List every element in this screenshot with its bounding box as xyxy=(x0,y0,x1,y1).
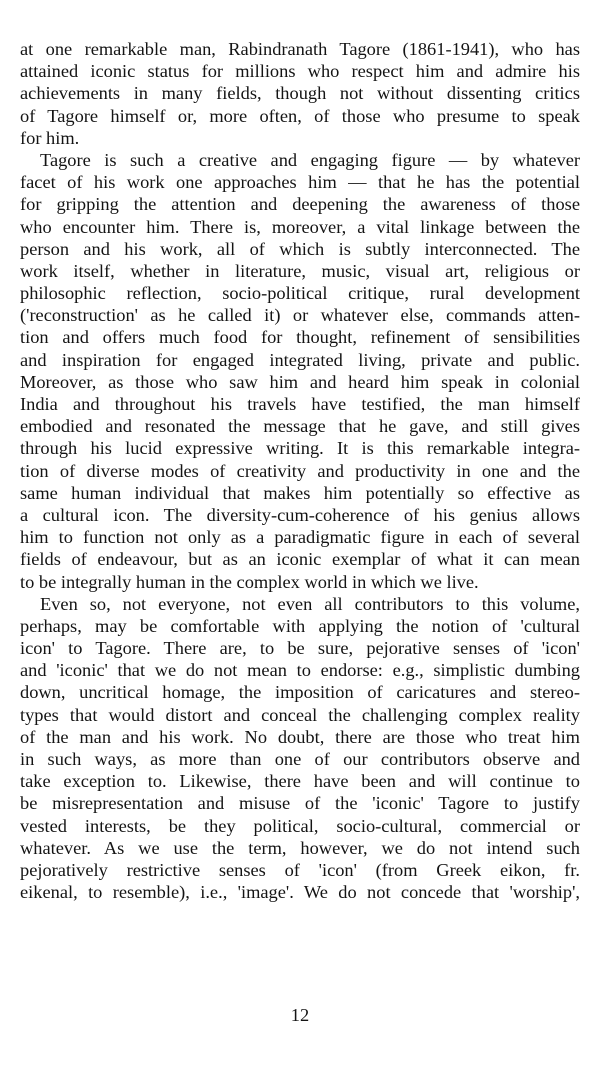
text-line: Even so, not everyone, not even all contributors to this volume, xyxy=(40,593,580,614)
text-line: of Tagore himself or, more often, of those who presume to speak xyxy=(20,105,580,126)
paragraph-continued xyxy=(20,38,580,149)
text-line: and inspiration for engaged integrated living, private and public. xyxy=(20,349,580,370)
text-line: be misrepresentation and misuse of the 'iconic' Tagore to justify xyxy=(20,793,580,814)
paragraph-tagore-figure xyxy=(20,149,580,593)
text-line: of the man and his work. No doubt, there are those who treat him xyxy=(20,726,580,747)
text-line: tion and offers much food for thought, refinement of sensibilities xyxy=(20,327,580,348)
text-line: ('reconstruction' as he called it) or whatever else, commands atten- xyxy=(20,305,580,326)
text-line: person and his work, all of which is subtly interconnected. The xyxy=(20,238,580,259)
text-line: pejoratively restrictive senses of 'icon' (from Greek eikon, fr. xyxy=(20,859,580,880)
text-line: who encounter him. There is, moreover, a vital linkage between the xyxy=(20,216,580,237)
text-line: philosophic reflection, socio-political critique, rural development xyxy=(20,283,580,304)
text-line: attained iconic status for millions who respect him and admire his xyxy=(20,61,580,82)
text-line: for gripping the attention and deepening the awareness of those xyxy=(20,194,580,215)
page-number: 12 xyxy=(290,1005,310,1025)
text-line: for him. xyxy=(20,127,80,148)
text-line: embodied and resonated the message that he gave, and still gives xyxy=(20,416,580,437)
text-line: icon' to Tagore. There are, to be sure, pejorative senses of 'icon' xyxy=(20,638,580,659)
text-line: through his lucid expressive writing. It is this remarkable integra- xyxy=(20,438,580,459)
text-line: same human individual that makes him potentially so effective as xyxy=(20,482,580,503)
text-line: take exception to. Likewise, there have been and will continue to xyxy=(20,771,580,792)
text-line: Tagore is such a creative and engaging figure — by whatever xyxy=(40,149,580,170)
text-line: types that would distort and conceal the challenging complex reality xyxy=(20,704,580,725)
paragraph-cultural-icon xyxy=(20,593,580,904)
text-line: vested interests, be they political, socio-cultural, commercial or xyxy=(20,815,580,836)
text-line: and 'iconic' that we do not mean to endorse: e.g., simplistic dumbing xyxy=(20,660,580,681)
text-line: at one remarkable man, Rabindranath Tagore (1861-1941), who has xyxy=(20,39,580,59)
text-line: down, uncritical homage, the imposition of caricatures and stereo- xyxy=(20,682,580,703)
text-line: to be integrally human in the complex world in which we live. xyxy=(20,571,479,592)
text-line: achievements in many fields, though not without dissenting critics xyxy=(20,83,580,104)
text-line: Moreover, as those who saw him and heard him speak in colonial xyxy=(20,371,580,392)
text-line: fields of endeavour, but as an iconic exemplar of what it can mean xyxy=(20,549,580,570)
text-line: perhaps, may be comfortable with applying the notion of 'cultural xyxy=(20,615,580,636)
text-line: facet of his work one approaches him — that he has the potential xyxy=(20,172,580,193)
text-line: work itself, whether in literature, music, visual art, religious or xyxy=(20,260,580,281)
text-line: whatever. As we use the term, however, we do not intend such xyxy=(20,837,580,858)
text-line: tion of diverse modes of creativity and productivity in one and the xyxy=(20,460,580,481)
text-line: India and throughout his travels have testified, the man himself xyxy=(20,394,580,414)
text-line: him to function not only as a paradigmatic figure in each of several xyxy=(20,527,580,548)
text-line: in such ways, as more than one of our contributors observe and xyxy=(20,749,580,769)
text-line: eikenal, to resemble), i.e., 'image'. We do not concede that 'worship', xyxy=(20,882,580,903)
text-line: a cultural icon. The diversity-cum-coherence of his genius allows xyxy=(20,504,580,525)
